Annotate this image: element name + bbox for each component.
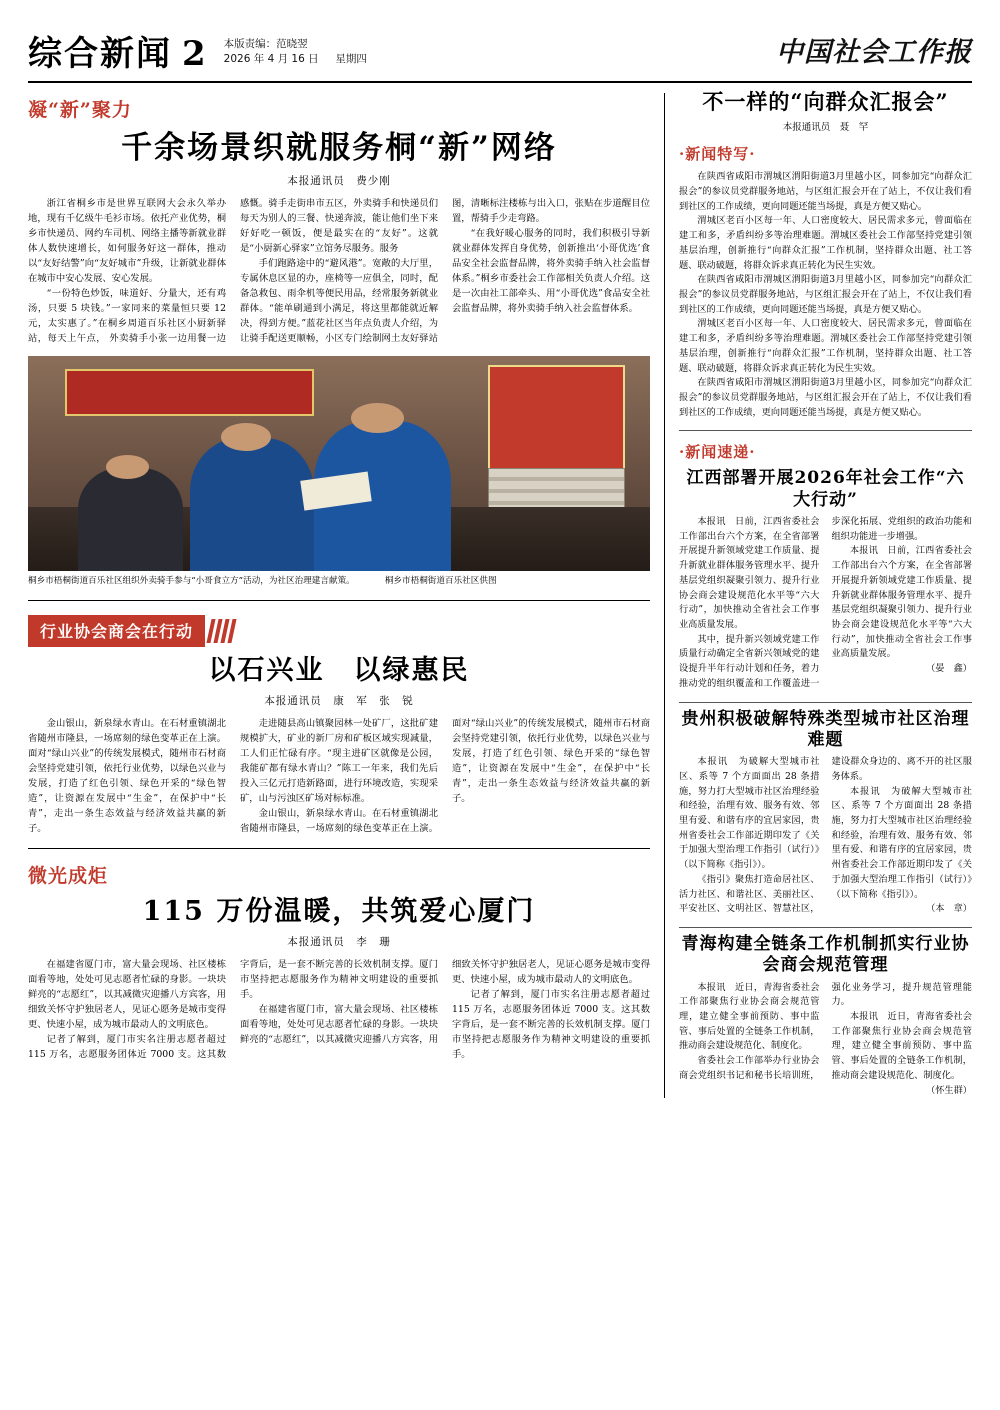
paragraph: 在福建省厦门市，富大量会现场、社区楼栋面看等地，处处可见志愿者忙碌的身影。一块块鲜亮的“志愿红”，以其减微灾迎播八方宾客，用细致关怀守护独居老人，见证心愿务是城市变得更、快速小屋，成为城市最动人的文明底色。 xyxy=(28,959,226,1031)
paragraph: 在陕西省咸阳市渭城区渭阳街道3月里越小区，同参加完“向群众汇报会”的参议员党群服务地站，与区组汇报会开在了站上，不仅让我们看到社区的工作成绩，更向同题还能当场提，真是方便又贴心。 xyxy=(679,274,972,315)
article1-body xyxy=(28,196,650,346)
paragraph: 记者了解到，厦门市实名注册志愿者超过 115 万名，志愿服务团体近 7000 支。这其数字背后，是一套不断完善的长效机制支撑。厦门市坚持把志愿服务作为精神文明建设的重要抓手。 xyxy=(28,959,438,1061)
article-signature: （本 章） xyxy=(926,903,972,915)
article3-headline: 115 万份温暖，共筑爱心厦门 xyxy=(142,896,536,928)
article-signature: （晏 鑫） xyxy=(926,663,972,675)
right-article1-headline: 不一样的“向群众汇报会” xyxy=(702,89,949,114)
right-separator xyxy=(679,430,972,431)
paragraph: “在我好暖心服务的同时，我们积极引导新就业群体发挥自身优势，创新推出‘小哥优选’食品安全社会监督品牌，将外卖骑手纳入社会监督体系。”桐乡市委社会工作部相关负责人介绍。这是一次由社工部牵头、用“小哥优选”食品安全社会监督品牌，将外卖骑手纳入社会监督体系。 xyxy=(452,227,650,314)
article3-kicker: 微光成炬 xyxy=(28,865,109,888)
article2-byline: 本报通讯员 康 军 张 锐 xyxy=(264,694,414,707)
weekday-line: 星期四 xyxy=(335,53,367,66)
article2-body xyxy=(28,716,650,836)
right-article3-headline: 贵州积极破解特殊类型城市社区治理难题 xyxy=(681,708,970,750)
article1-photo xyxy=(28,356,650,571)
paragraph: 省委社会工作部举办行业协会商会党组织书记和秘书长培训班，强化业务学习，提升规范管理能力。 xyxy=(679,981,972,1081)
article1-headline: 千余场景织就服务桐“新”网络 xyxy=(121,130,557,166)
paragraph: 在陕西省咸阳市渭城区渭阳街道3月里越小区，同参加完“向群众汇报会”的参议员党群服务地站，与区组汇报会开在了站上，不仅让我们看到社区的工作成绩，更向同题还能当场提，真是方便又贴心。 xyxy=(679,171,972,212)
paragraph: 浙江省桐乡市是世界互联网大会永久举办地，现有千亿级牛毛衫市场。依托产业优势，桐乡市快递员、网约车司机、网络主播等新就业群体人数快速增长，如何服务好这一群体，推动以“友好结警”向“友好城市”升级，让新就业群体在城市中安心发展、安心发展。 xyxy=(28,197,226,284)
paragraph: 其中，提升新兴领域党建工作质量行动确定全省新兴领域党的建设提升半年行动计划和任务，着力推动党的组织覆盖和工作覆盖进一步深化拓展、党组织的政治功能和组织功能进一步增强。 xyxy=(679,515,972,689)
article-separator xyxy=(28,600,650,601)
paragraph: 手们跑路途中的“避风港”。宽敞的大厅里，专属休息区显的办，座椅等一应俱全，同时，配备急救包、雨伞机等便民用品，经常服务新就业群体。“能单刷通到小满足，将这里都能就近解决，得到方便。”蓝花社区当年点负责人介绍，为让骑手配送更顺畅，小区专门绘制网土友好驿站图，清晰标注楼栋与出入口，张贴在步道醒目位置，帮骑手少走弯路。 xyxy=(240,197,650,344)
photo-head xyxy=(221,423,271,451)
right-separator xyxy=(679,702,972,703)
paragraph: 在福建省厦门市，富大量会现场、社区楼栋面看等地，处处可见志愿者忙碌的身影。一块块鲜亮的“志愿红”，以其减微灾迎播八方宾客，用细致关怀守护独居老人，见证心愿务是城市变得更、快速小屋，成为城市最动人的文明底色。 xyxy=(240,959,650,1046)
photo-person xyxy=(78,468,184,571)
right-article2-headline: 江西部署开展2026年社会工作“六大行动” xyxy=(686,468,965,510)
masthead xyxy=(0,0,1000,77)
right-column xyxy=(665,83,972,1098)
page-body xyxy=(0,83,1000,1098)
date-line: 2026 年 4 月 16 日 xyxy=(223,53,319,66)
photo-col xyxy=(28,352,650,588)
paragraph: 本报讯 日前，江西省委社会工作部出台六个方案，在全省部署开展提升新领域党建工作质量、提升新就业群体服务管理水平、提升基层党组织凝聚引领力、提升行业协会商会建设规范化水平等“六大行动”，加快推动全省社会工作事业高质量发展。 xyxy=(679,515,820,630)
right-article1-byline: 本报通讯员 聂 罕 xyxy=(782,122,869,134)
paragraph: 本报讯 近日，青海省委社会工作部聚焦行业协会商会规范管理，建立健全事前预防、事中监管、事后处置的全链条工作机制，推动商会建设规范化、制度化。 xyxy=(679,981,820,1052)
photo-banner-vertical xyxy=(488,365,625,483)
paragraph: 渭城区老百小区每一年、人口密度较大、居民需求多元，曾面临在建工和多，矛盾纠纷多等治理难题。渭城区委社会工作部坚持党建引领基层治理，创新推行“向群众汇报”工作机制，坚持群众出题、社工答题、联动破题，将群众诉求真正转化为民生实效。 xyxy=(679,215,972,271)
photo-caption: 桐乡市梧桐街道百乐社区组织外卖骑手参与“小哥食立方”活动，为社区治理建言献策。 桐乡市梧桐街道百乐社区供图 xyxy=(28,576,497,587)
article-separator xyxy=(28,848,650,849)
paragraph: 记者了解到，厦门市实名注册志愿者超过 115 万名，志愿服务团体近 7000 支。这其数字背后，是一套不断完善的长效机制支撑。厦门市坚持把志愿服务作为精神文明建设的重要抓手。 xyxy=(452,989,650,1061)
paragraph: 金山银山，新泉绿水青山。在石材重镇湖北省随州市隆县，一场席刻的绿色变革正在上演。面对“绿山兴业”的传统发展模式，随州市石材商会坚持党建引领，依托行业优势，以绿色兴业与发展，打造了红色引领、绿色开采的“绿色智造”，让资源在发展中“生金”，在保护中“长青”，走出一条生态效益与经济效益共赢的新子。 xyxy=(240,717,650,835)
banner-label: 行业协会商会在行动 xyxy=(28,615,205,647)
right-article4-headline: 青海构建全链条工作机制抓实行业协会商会规范管理 xyxy=(681,934,970,976)
masthead-meta xyxy=(224,37,367,72)
photo-head xyxy=(106,455,150,479)
paragraph: 在陕西省咸阳市渭城区渭阳街道3月里越小区，同参加完“向群众汇报会”的参议员党群服务地站，与区组汇报会开在了站上，不仅让我们看到社区的工作成绩，更向同题还能当场提，真是方便又贴心。 xyxy=(679,377,972,418)
paragraph: 走进随县高山镇聚园林一处矿厂，这批矿建规模扩大，矿业的新厂房和矿板区域实现减量，工人们正忙碌有序。“现主进矿区就像是公园，我能矿都有绿水青山？”陈工一年来，我们先后投入三亿元打造新路面，进行环境改造，实现采矿，山与污浊区矿场对标标准。 xyxy=(240,717,438,805)
right-article3-body xyxy=(679,755,972,917)
article1-byline: 本报通讯员 费少刚 xyxy=(287,174,391,187)
paragraph: 本报讯 近日，青海省委社会工作部聚焦行业协会商会规范管理，建立健全事前预防、事中监管、事后处置的全链条工作机制，推动商会建设规范化、制度化。 xyxy=(831,1010,972,1081)
left-column xyxy=(28,83,664,1098)
paragraph: 《指引》聚焦打造命居社区、活力社区、和谐社区、美丽社区、平安社区、文明社区、智慧社区，建设群众身边的、离不开的社区服务体系。 xyxy=(679,756,972,915)
right-article1-dot-title: ·新闻特写· xyxy=(679,145,756,164)
article1-photo-row xyxy=(28,352,650,588)
paragraph: 本报讯 为破解大型城市社区、系等 7 个方面面出 28 条措施，努力打大型城市社区治理经验和经验，治理有效、服务有效、邻里有爱、和谐有序的宜居家园，贵州省委社会工作部近期印发了《关于加强大型治理工作指引（试行）》（以下简称《指引》）。 xyxy=(831,785,972,900)
paragraph: “一份特色炒饭，味道好、分量大，还有鸡汤，只要 5 块钱。”一家同来的菜量恒只要 12 元，太实惠了。”在桐乡周道百乐社区小厨新驿站，每天上午点， 外卖骑手小张一边用餐一边感慨。骑手走街串市五区，外卖骑手和快递员们每天为别人的三餐、快递奔波，能让他们坐下来好好吃一顿饭，便是最实在的“友好”。这就是“小厨新心驿家”立馆务尽服务。服务 xyxy=(28,197,438,344)
right-separator xyxy=(679,927,972,928)
article3-byline: 本报通讯员 李 珊 xyxy=(287,936,391,949)
right-article4-body xyxy=(679,981,972,1099)
right-article1-body xyxy=(679,170,972,420)
brand-logo: 中国社会工作报 xyxy=(776,37,972,68)
banner-stripes xyxy=(209,619,234,643)
section-title: 综合新闻 xyxy=(28,34,172,74)
photo-banner xyxy=(65,369,314,416)
section-banner xyxy=(28,615,650,647)
article-signature: （怀生群） xyxy=(926,1084,972,1096)
editor-line: 本版责编：范晓翌 xyxy=(223,37,308,50)
photo-person xyxy=(190,438,314,571)
paragraph: 本报讯 为破解大型城市社区、系等 7 个方面面出 28 条措施，努力打大型城市社区治理经验和经验，治理有效、服务有效、邻里有爱、和谐有序的宜居家园，贵州省委社会工作部近期印发了《关于加强大型治理工作指引（试行）》（以下简称《指引》）。 xyxy=(679,756,820,871)
right-article2-body xyxy=(679,515,972,692)
article3-body xyxy=(28,957,650,1062)
paragraph: 渭城区老百小区每一年、人口密度较大、居民需求多元，曾面临在建工和多，矛盾纠纷多等治理难题。渭城区委社会工作部坚持党建引领基层治理，创新推行“向群众汇报”工作机制，坚持群众出题、社工答题、联动破题，将群众诉求真正转化为民生实效。 xyxy=(679,318,972,374)
paragraph: 金山银山，新泉绿水青山。在石材重镇湖北省随州市隆县，一场席刻的绿色变革正在上演。面对“绿山兴业”的传统发展模式，随州市石材商会坚持党建引领，依托行业优势，以绿色兴业与发展，打造了红色引领、绿色开采的“绿色智造”，让资源在发展中“生金”，在保护中“长青”，走出一条生态效益与经济效益共赢的新子。 xyxy=(28,717,226,835)
page-number: 2 xyxy=(182,34,206,74)
paragraph: 本报讯 日前，江西省委社会工作部出台六个方案，在全省部署开展提升新领域党建工作质量、提升新就业群体服务管理水平、提升基层党组织凝聚引领力、提升行业协会商会建设规范化水平等“六大行动”，加快推动全省社会工作事业高质量发展。 xyxy=(831,545,972,660)
article2-headline: 以石兴业 以绿惠民 xyxy=(208,654,470,686)
article1-kicker: 凝“新”聚力 xyxy=(28,99,132,121)
right-article2-dot-title: ·新闻速递· xyxy=(679,443,756,462)
